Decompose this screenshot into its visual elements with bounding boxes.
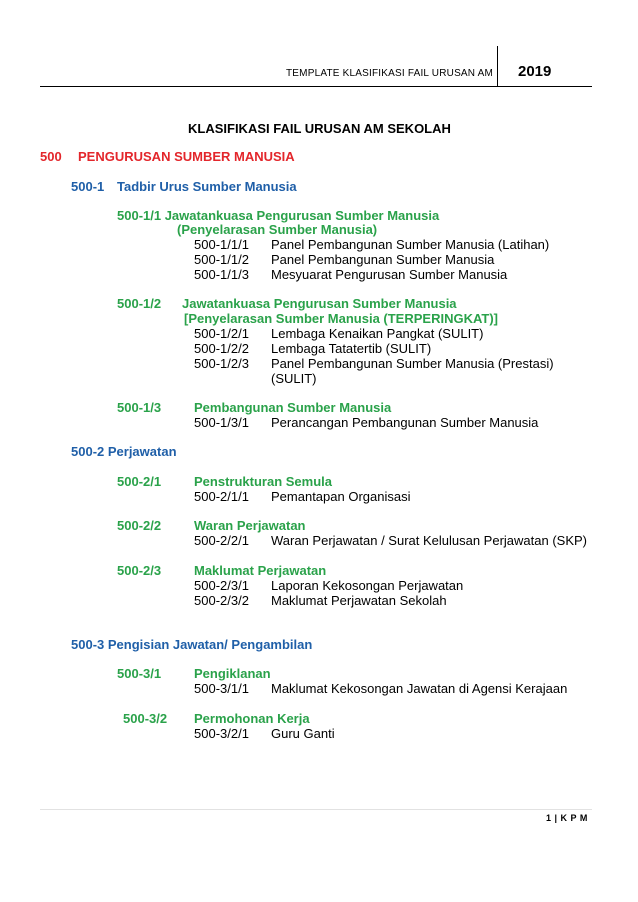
file-label: Lembaga Kenaikan Pangkat (SULIT) [271, 326, 484, 341]
file-label: Panel Pembangunan Sumber Manusia [271, 252, 495, 267]
file-label: Guru Ganti [271, 726, 335, 741]
footer-rule [40, 809, 592, 810]
subsection-label: Tadbir Urus Sumber Manusia [117, 179, 297, 194]
file-label: Mesyuarat Pengurusan Sumber Manusia [271, 267, 508, 282]
file-code: 500-3/1/1 [194, 681, 249, 696]
file-label: Maklumat Kekosongan Jawatan di Agensi Kerajaan [271, 681, 568, 696]
file-code: 500-2/3/1 [194, 578, 249, 593]
file-code: 500-1/1/1 [194, 237, 249, 252]
file-label: Panel Pembangunan Sumber Manusia (Latihan) [271, 237, 550, 252]
group-heading: Pembangunan Sumber Manusia [194, 400, 392, 415]
file-label: Perancangan Pembangunan Sumber Manusia [271, 415, 539, 430]
file-label: Laporan Kekosongan Perjawatan [271, 578, 464, 593]
group-heading: Permohonan Kerja [194, 711, 310, 726]
header-rule [40, 86, 592, 87]
file-code: 500-1/1/3 [194, 267, 249, 282]
group-heading: Jawatankuasa Pengurusan Sumber Manusia [182, 296, 457, 311]
group-code: 500-2/3 [117, 563, 162, 578]
file-code: 500-1/2/2 [194, 341, 249, 356]
file-code: 500-1/2/1 [194, 326, 249, 341]
file-code: 500-1/3/1 [194, 415, 249, 430]
file-label: Lembaga Tatatertib (SULIT) [271, 341, 432, 356]
file-code: 500-2/3/2 [194, 593, 249, 608]
file-label: Waran Perjawatan / Surat Kelulusan Perjawatan (SKP) [271, 533, 588, 548]
file-code: 500-1/1/2 [194, 252, 249, 267]
document-title: KLASIFIKASI FAIL URUSAN AM SEKOLAH [188, 121, 451, 136]
file-label: Maklumat Perjawatan Sekolah [271, 593, 447, 608]
file-code: 500-1/2/3 [194, 356, 249, 371]
group-heading: Penstrukturan Semula [194, 474, 332, 489]
section-code: 500 [40, 149, 62, 164]
subsection-heading: 500-2 Perjawatan [71, 444, 177, 459]
file-code: 500-2/2/1 [194, 533, 249, 548]
subsection-heading: 500-3 Pengisian Jawatan/ Pengambilan [71, 637, 313, 652]
file-code: 500-3/2/1 [194, 726, 249, 741]
group-code: 500-1/2 [117, 296, 162, 311]
group-heading: 500-1/1 Jawatankuasa Pengurusan Sumber Manusia [117, 208, 440, 223]
header-year: 2019 [518, 63, 552, 80]
header-divider [497, 46, 498, 86]
file-label: Panel Pembangunan Sumber Manusia (Prestasi) [271, 356, 554, 371]
group-code: 500-2/1 [117, 474, 162, 489]
group-code: 500-1/3 [117, 400, 162, 415]
group-code: 500-3/2 [123, 711, 168, 726]
group-code: 500-3/1 [117, 666, 162, 681]
subsection-code: 500-1 [71, 179, 105, 194]
group-heading: Pengiklanan [194, 666, 271, 681]
group-code: 500-2/2 [117, 518, 162, 533]
header-title: TEMPLATE KLASIFIKASI FAIL URUSAN AM [286, 68, 494, 79]
file-label-cont: (SULIT) [271, 371, 317, 386]
group-heading: Maklumat Perjawatan [194, 563, 327, 578]
file-code: 500-2/1/1 [194, 489, 249, 504]
group-heading-sub: (Penyelarasan Sumber Manusia) [177, 222, 378, 237]
file-label: Pemantapan Organisasi [271, 489, 411, 504]
group-heading-sub: [Penyelarasan Sumber Manusia (TERPERINGKAT)] [184, 311, 498, 326]
section-label: PENGURUSAN SUMBER MANUSIA [78, 149, 295, 164]
page-number: 1 | K P M [546, 813, 588, 823]
group-heading: Waran Perjawatan [194, 518, 306, 533]
